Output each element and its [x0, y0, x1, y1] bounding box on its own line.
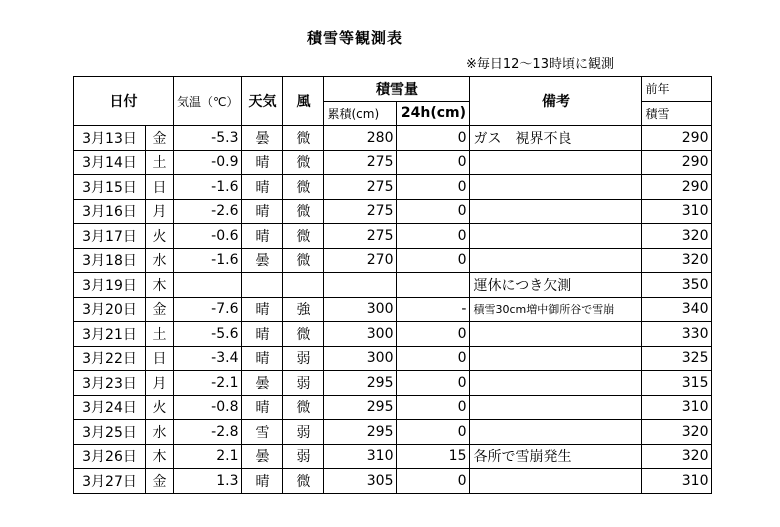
- table-row: [74, 273, 712, 298]
- cell-temperature: 2.1: [174, 444, 242, 469]
- cell-remark: 各所で雪崩発生: [470, 444, 642, 469]
- cell-prev-year: 290: [642, 150, 712, 175]
- cell-remark: [470, 395, 642, 420]
- cell-date: 3月13日: [74, 126, 146, 151]
- cell-temperature: -1.6: [174, 175, 242, 200]
- cell-remark: ガス 視界不良: [470, 126, 642, 151]
- cell-snow-total: 300: [324, 297, 397, 322]
- cell-prev-year: 315: [642, 371, 712, 396]
- cell-date: 3月15日: [74, 175, 146, 200]
- header-prev-year-1: 前年: [642, 77, 712, 102]
- cell-snow-total: 275: [324, 175, 397, 200]
- cell-remark: [470, 469, 642, 494]
- cell-prev-year: 350: [642, 273, 712, 298]
- cell-snow-24h: [397, 273, 470, 298]
- cell-wind: 強: [283, 297, 324, 322]
- header-remarks: 備考: [470, 77, 642, 126]
- cell-day-of-week: 日: [146, 175, 174, 200]
- cell-weather: [242, 273, 283, 298]
- cell-date: 3月14日: [74, 150, 146, 175]
- cell-snow-24h: 0: [397, 371, 470, 396]
- observation-note: ※毎日12～13時頃に観測: [466, 57, 614, 72]
- cell-snow-total: 300: [324, 322, 397, 347]
- cell-wind: 微: [283, 126, 324, 151]
- cell-day-of-week: 火: [146, 395, 174, 420]
- cell-prev-year: 320: [642, 420, 712, 445]
- cell-snow-24h: 15: [397, 444, 470, 469]
- cell-prev-year: 330: [642, 322, 712, 347]
- cell-wind: 微: [283, 199, 324, 224]
- header-temp: 気温（℃）: [174, 77, 242, 126]
- cell-snow-24h: 0: [397, 224, 470, 249]
- table-row: [74, 297, 712, 322]
- cell-weather: 曇: [242, 126, 283, 151]
- cell-snow-24h: -: [397, 297, 470, 322]
- cell-snow-24h: 0: [397, 322, 470, 347]
- cell-temperature: -1.6: [174, 248, 242, 273]
- cell-day-of-week: 水: [146, 420, 174, 445]
- cell-weather: 晴: [242, 175, 283, 200]
- cell-day-of-week: 金: [146, 126, 174, 151]
- table-row: [74, 322, 712, 347]
- table-row: [74, 444, 712, 469]
- cell-snow-24h: 0: [397, 199, 470, 224]
- cell-weather: 晴: [242, 322, 283, 347]
- cell-weather: 晴: [242, 224, 283, 249]
- cell-temperature: -2.8: [174, 420, 242, 445]
- cell-prev-year: 325: [642, 346, 712, 371]
- cell-day-of-week: 水: [146, 248, 174, 273]
- cell-date: 3月25日: [74, 420, 146, 445]
- header-wind: 風: [283, 77, 324, 126]
- cell-day-of-week: 土: [146, 322, 174, 347]
- cell-snow-total: 305: [324, 469, 397, 494]
- cell-weather: 曇: [242, 248, 283, 273]
- cell-prev-year: 320: [642, 248, 712, 273]
- cell-temperature: -7.6: [174, 297, 242, 322]
- cell-temperature: -0.8: [174, 395, 242, 420]
- cell-wind: 微: [283, 322, 324, 347]
- cell-remark: [470, 420, 642, 445]
- cell-date: 3月16日: [74, 199, 146, 224]
- header-snow-24h: 24h(cm): [397, 101, 470, 126]
- cell-remark: [470, 346, 642, 371]
- cell-wind: 弱: [283, 420, 324, 445]
- cell-wind: 弱: [283, 371, 324, 396]
- cell-temperature: -5.3: [174, 126, 242, 151]
- cell-weather: 晴: [242, 150, 283, 175]
- cell-snow-total: 310: [324, 444, 397, 469]
- cell-snow-total: 295: [324, 395, 397, 420]
- table-row: [74, 346, 712, 371]
- cell-snow-24h: 0: [397, 248, 470, 273]
- cell-remark: [470, 322, 642, 347]
- cell-weather: 晴: [242, 346, 283, 371]
- cell-wind: 微: [283, 248, 324, 273]
- cell-weather: 晴: [242, 469, 283, 494]
- cell-date: 3月26日: [74, 444, 146, 469]
- cell-day-of-week: 月: [146, 199, 174, 224]
- cell-date: 3月17日: [74, 224, 146, 249]
- cell-prev-year: 340: [642, 297, 712, 322]
- cell-snow-24h: 0: [397, 395, 470, 420]
- table-row: [74, 199, 712, 224]
- cell-snow-total: 295: [324, 371, 397, 396]
- header-date: 日付: [74, 77, 174, 126]
- cell-day-of-week: 日: [146, 346, 174, 371]
- cell-day-of-week: 土: [146, 150, 174, 175]
- cell-prev-year: 320: [642, 444, 712, 469]
- cell-prev-year: 290: [642, 126, 712, 151]
- cell-weather: 曇: [242, 371, 283, 396]
- cell-snow-total: 295: [324, 420, 397, 445]
- cell-date: 3月23日: [74, 371, 146, 396]
- cell-snow-total: 275: [324, 199, 397, 224]
- snow-observation-table: [73, 76, 712, 494]
- page-title: 積雪等観測表: [306, 29, 403, 47]
- cell-remark: [470, 199, 642, 224]
- cell-day-of-week: 月: [146, 371, 174, 396]
- cell-weather: 晴: [242, 395, 283, 420]
- table-row: [74, 248, 712, 273]
- cell-weather: 晴: [242, 297, 283, 322]
- cell-snow-total: 275: [324, 224, 397, 249]
- cell-snow-24h: 0: [397, 420, 470, 445]
- header-prev-year-2: 積雪: [642, 101, 712, 126]
- cell-snow-24h: 0: [397, 175, 470, 200]
- cell-temperature: -2.6: [174, 199, 242, 224]
- cell-date: 3月18日: [74, 248, 146, 273]
- header-snow-total: 累積(cm): [324, 101, 397, 126]
- cell-wind: 微: [283, 175, 324, 200]
- cell-weather: 曇: [242, 444, 283, 469]
- cell-wind: 微: [283, 150, 324, 175]
- table-row: [74, 469, 712, 494]
- table-row: [74, 224, 712, 249]
- cell-temperature: 1.3: [174, 469, 242, 494]
- cell-prev-year: 290: [642, 175, 712, 200]
- cell-temperature: [174, 273, 242, 298]
- cell-temperature: -0.9: [174, 150, 242, 175]
- cell-snow-total: 275: [324, 150, 397, 175]
- table-row: [74, 371, 712, 396]
- cell-day-of-week: 火: [146, 224, 174, 249]
- cell-prev-year: 320: [642, 224, 712, 249]
- cell-date: 3月22日: [74, 346, 146, 371]
- cell-date: 3月20日: [74, 297, 146, 322]
- cell-remark: [470, 175, 642, 200]
- table-row: [74, 175, 712, 200]
- cell-snow-total: 300: [324, 346, 397, 371]
- cell-date: 3月24日: [74, 395, 146, 420]
- cell-remark: [470, 371, 642, 396]
- cell-snow-24h: 0: [397, 469, 470, 494]
- cell-temperature: -0.6: [174, 224, 242, 249]
- cell-date: 3月27日: [74, 469, 146, 494]
- cell-wind: 微: [283, 224, 324, 249]
- cell-day-of-week: 金: [146, 297, 174, 322]
- cell-weather: 晴: [242, 199, 283, 224]
- cell-snow-24h: 0: [397, 346, 470, 371]
- cell-snow-total: 270: [324, 248, 397, 273]
- cell-day-of-week: 木: [146, 273, 174, 298]
- cell-temperature: -2.1: [174, 371, 242, 396]
- cell-weather: 雪: [242, 420, 283, 445]
- header-row-1: [74, 77, 712, 102]
- table-row: [74, 126, 712, 151]
- cell-wind: [283, 273, 324, 298]
- cell-remark: 積雪30cm増中御所谷で雪崩: [470, 297, 642, 322]
- cell-wind: 微: [283, 469, 324, 494]
- cell-remark: [470, 224, 642, 249]
- cell-day-of-week: 金: [146, 469, 174, 494]
- cell-snow-24h: 0: [397, 150, 470, 175]
- cell-wind: 微: [283, 395, 324, 420]
- cell-date: 3月19日: [74, 273, 146, 298]
- cell-day-of-week: 木: [146, 444, 174, 469]
- cell-remark: 運休につき欠測: [470, 273, 642, 298]
- cell-snow-total: [324, 273, 397, 298]
- cell-temperature: -5.6: [174, 322, 242, 347]
- cell-snow-total: 280: [324, 126, 397, 151]
- cell-wind: 弱: [283, 346, 324, 371]
- header-snow: 積雪量: [324, 77, 470, 102]
- cell-temperature: -3.4: [174, 346, 242, 371]
- table-row: [74, 395, 712, 420]
- cell-wind: 弱: [283, 444, 324, 469]
- cell-remark: [470, 150, 642, 175]
- cell-remark: [470, 248, 642, 273]
- cell-prev-year: 310: [642, 395, 712, 420]
- cell-prev-year: 310: [642, 199, 712, 224]
- cell-date: 3月21日: [74, 322, 146, 347]
- cell-prev-year: 310: [642, 469, 712, 494]
- table-row: [74, 420, 712, 445]
- header-weather: 天気: [242, 77, 283, 126]
- table-row: [74, 150, 712, 175]
- cell-snow-24h: 0: [397, 126, 470, 151]
